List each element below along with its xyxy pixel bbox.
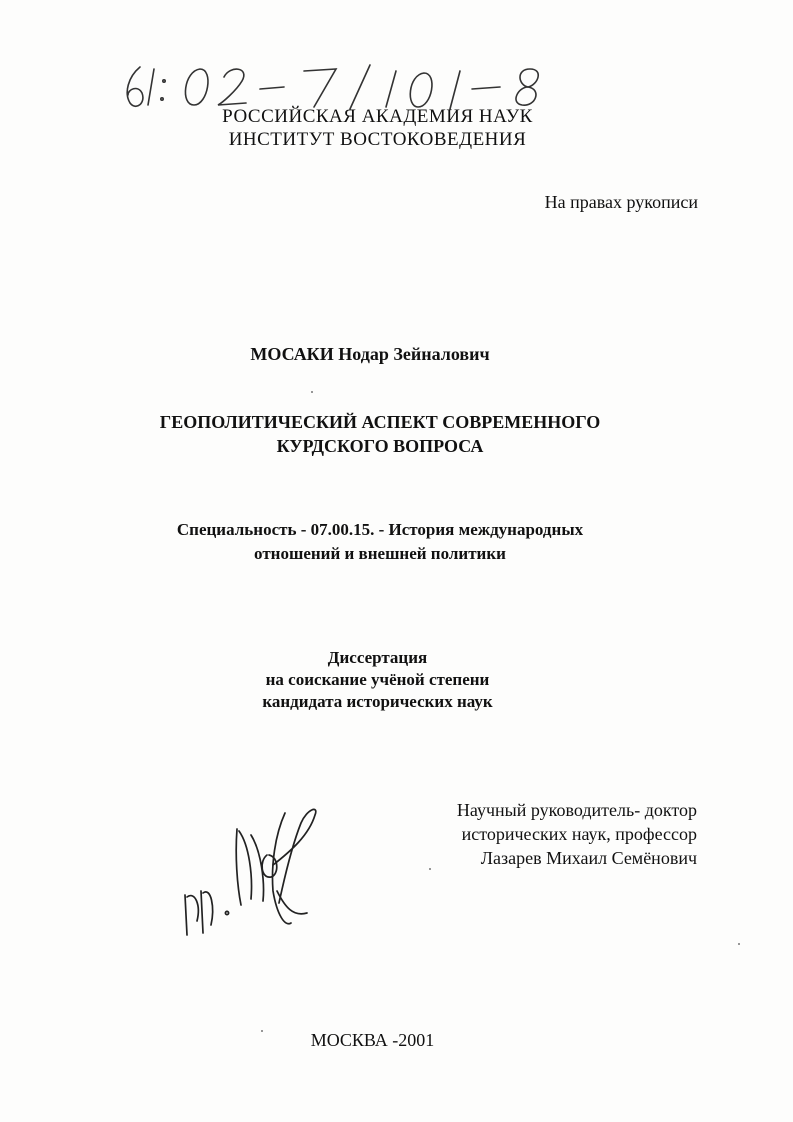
title-line: КУРДСКОГО ВОПРОСА <box>276 436 484 456</box>
supervisor-line: Научный руководитель- доктор <box>456 800 697 820</box>
specialty-block <box>0 518 760 566</box>
author-name: МОСАКИ Нодар Зейналович <box>250 344 490 364</box>
thesis-line: на соискание учёной степени <box>265 670 490 689</box>
thesis-line: кандидата исторических наук <box>262 692 493 711</box>
specialty-line: Специальность - 07.00.15. - История международных <box>176 520 584 539</box>
organization-block <box>0 105 755 151</box>
dissertation-title <box>0 410 760 458</box>
organization-line: РОССИЙСКАЯ АКАДЕМИЯ НАУК <box>222 106 533 127</box>
title-line: ГЕОПОЛИТИЧЕСКИЙ АСПЕКТ СОВРЕМЕННОГО <box>159 412 601 432</box>
institute-line: ИНСТИТУТ ВОСТОКОВЕДЕНИЯ <box>228 129 527 150</box>
handwritten-signature <box>175 795 335 945</box>
thesis-block <box>0 647 755 713</box>
supervisor-block <box>397 798 697 870</box>
scan-speck <box>311 391 313 393</box>
scan-speck <box>429 868 431 870</box>
specialty-line: отношений и внешней политики <box>254 544 506 563</box>
scan-speck <box>738 943 740 945</box>
city-year: МОСКВА -2001 <box>310 1030 435 1050</box>
scan-speck <box>261 1030 263 1032</box>
supervisor-line: Лазарев Михаил Семёнович <box>480 848 697 868</box>
rights-note: На правах рукописи <box>544 192 698 212</box>
thesis-line: Диссертация <box>327 648 428 667</box>
supervisor-line: исторических наук, профессор <box>461 824 697 844</box>
